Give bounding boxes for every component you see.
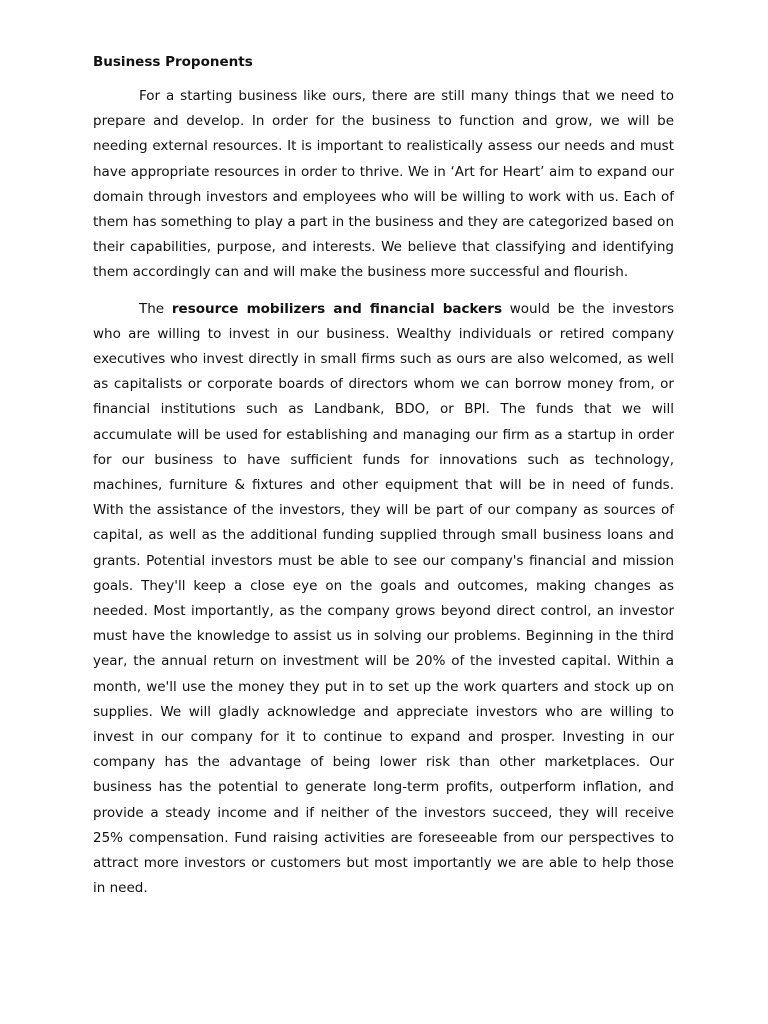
document-title: Business Proponents [93,54,253,70]
paragraph-body-text: would be the investors who are willing to invest in our business. Wealthy individuals or retired company executives who invest directly in small firms such as ours are also welcomed, as well as capitalists or corporate boards of directors whom we can borrow money from, or financial institutions such as Landbank, BDO, or BPI. The funds that we will accumulate will be used for establishing and managing our firm as a startup in order for our business to have sufficient funds for innovations such as technology, machines, furniture & fixtures and other equipment that will be in need of funds. With the assistance of the investors, they will be part of our company as sources of capital, as well as the additional funding supplied through small business loans and grants. Potential investors must be able to see our company's financial and mission goals. They'll keep a close eye on the goals and outcomes, making changes as needed. Most importantly, as the company grows beyond direct control, an investor must have the knowledge to assist us in solving our problems. Beginning in the third year, the annual return on investment will be 20% of the invested capital. Within a month, we'll use the money they put in to set up the work quarters and stock up on supplies. We will gladly acknowledge and appreciate investors who are willing to invest in our company for it to continue to expand and prosper. Investing in our company has the advantage of being lower risk than other marketplaces. Our business has the potential to generate long-term profits, outperform inflation, and provide a steady income and if neither of the investors succeed, they will receive 25% compensation. Fund raising activities are foreseeable from our perspectives to attract more investors or customers but most importantly we are able to help those in need. [93,300,674,897]
paragraph-intro: For a starting business like ours, there are still many things that we need to prepare and develop. In order for the business to function and grow, we will be needing external resources. It is important to realistically assess our needs and must have appropriate resources in order to thrive. We in ‘Art for Heart’ aim to expand our domain through investors and employees who will be willing to work with us. Each of them has something to play a part in the business and they are categorized based on their capabilities, purpose, and interests. We believe that classifying and identifying them accordingly can and will make the business more successful and flourish. [93,88,674,281]
paragraph-lead-text: The [139,300,172,317]
bold-term-resource-mobilizers: resource mobilizers and financial backers [171,300,502,317]
paragraph-resource-mobilizers [93,297,674,902]
